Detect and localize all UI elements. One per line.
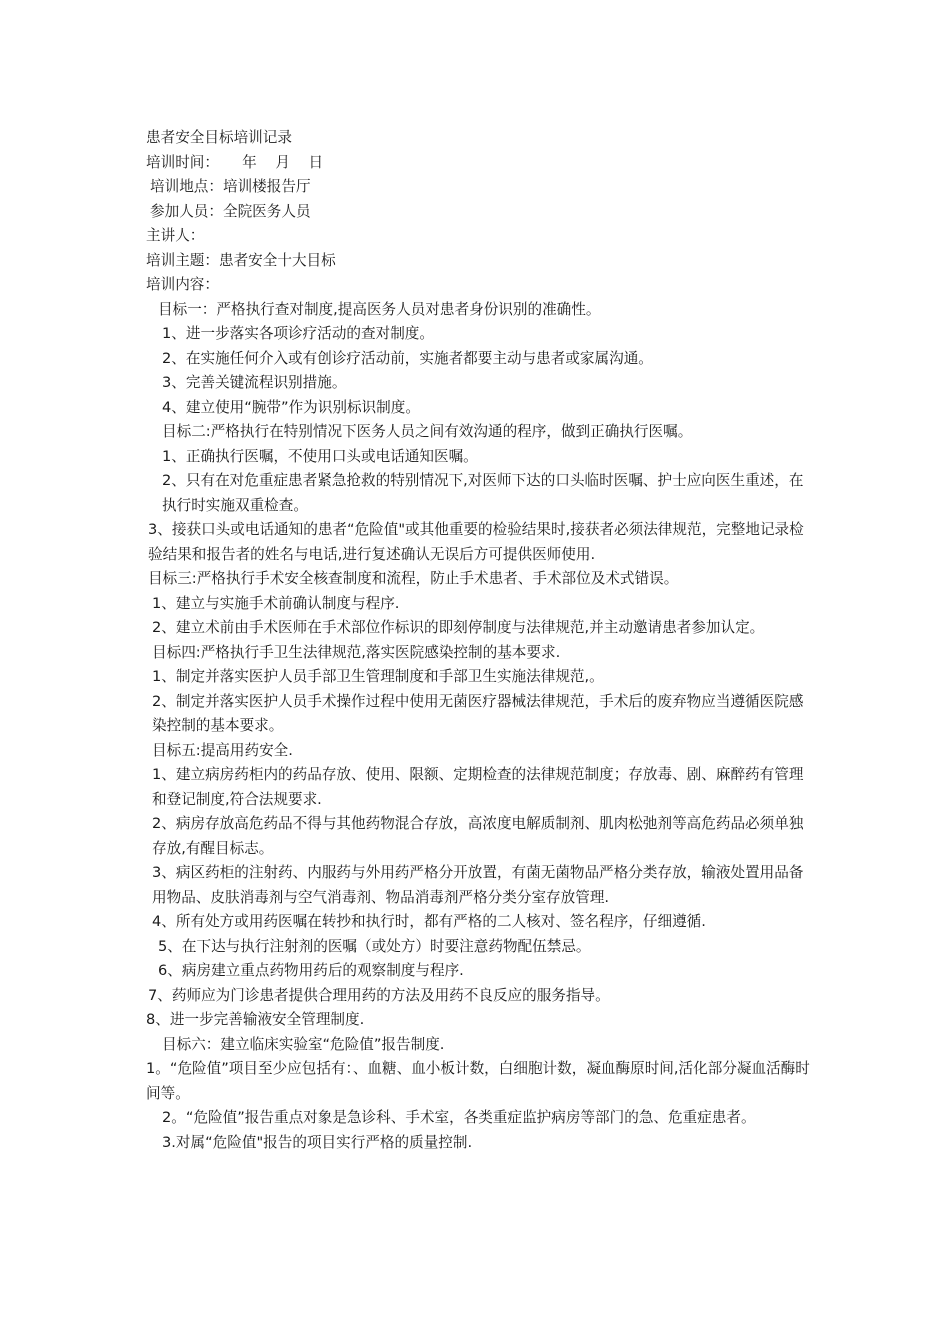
goal-1-heading: 目标一：严格执行查对制度,提高医务人员对患者身份识别的准确性。: [158, 300, 601, 318]
goal-5-heading: 目标五:提高用药安全.: [152, 741, 293, 759]
goal-2-heading: 目标二:严格执行在特别情况下医务人员之间有效沟通的程序，做到正确执行医嘱。: [162, 423, 693, 440]
goal-5-item-5: 5、在下达与执行注射剂的医嘱（或处方）时要注意药物配伍禁忌。: [158, 937, 591, 955]
goal-6-item-1: 1。“危险值”项目至少应包括有：、血糖、血小板计数，白细胞计数，凝血酶原时间,活化部分凝血活酶时间等。: [146, 1060, 810, 1102]
goal-6-item-3: 3.对属“危险值"报告的项目实行严格的质量控制.: [162, 1133, 473, 1151]
goal-1-item-4: 4、建立使用“腕带”作为识别标识制度。: [162, 398, 420, 416]
goal-1-item-1: 1、进一步落实各项诊疗活动的查对制度。: [162, 325, 434, 342]
goal-3-item-2: 2、建立术前由手术医师在手术部位作标识的即刻停制度与法律规范,并主动邀请患者参加认定。: [152, 619, 765, 636]
training-place: 培训地点：培训楼报告厅: [150, 178, 311, 195]
goal-5-item-2: 2、病房存放高危药品不得与其他药物混合存放，高浓度电解质制剂、肌肉松弛剂等高危药品必须单独存放,有醒目标志。: [152, 815, 804, 857]
goal-2-item-2: 2、只有在对危重症患者紧急抢救的特别情况下,对医师下达的口头临时医嘱、护士应向医生重述，在执行时实施双重检查。: [162, 472, 804, 514]
goal-5-item-6: 6、病房建立重点药物用药后的观察制度与程序.: [158, 962, 464, 979]
goal-4-item-1: 1、制定并落实医护人员手部卫生管理制度和手部卫生实施法律规范,。: [152, 668, 604, 685]
training-topic: 培训主题：患者安全十大目标: [146, 251, 336, 269]
goal-5-item-7: 7、药师应为门诊患者提供合理用药的方法及用药不良反应的服务指导。: [148, 986, 610, 1004]
goal-3-heading: 目标三:严格执行手术安全核查制度和流程，防止手术患者、手术部位及术式错误。: [148, 570, 679, 587]
goal-5-item-1: 1、建立病房药柜内的药品存放、使用、限额、定期检查的法律规范制度；存放毒、剧、麻醉药有管理和登记制度,符合法规要求.: [152, 766, 804, 808]
training-time: 培训时间： 年 月 日: [146, 153, 324, 171]
document-title: 患者安全目标培训记录: [146, 129, 292, 146]
attendees: 参加人员：全院医务人员: [150, 202, 311, 220]
goal-5-item-4: 4、所有处方或用药医嘱在转抄和执行时，都有严格的二人核对、签名程序，仔细遵循.: [152, 913, 706, 930]
goal-4-heading: 目标四:严格执行手卫生法律规范,落实医院感染控制的基本要求.: [152, 643, 561, 661]
content-heading: 培训内容：: [146, 276, 219, 293]
document-page: [146, 126, 814, 1155]
goal-4-item-2: 2、制定并落实医护人员手术操作过程中使用无菌医疗器械法律规范，手术后的废弃物应当遵循医院感染控制的基本要求。: [152, 692, 804, 734]
goal-2-item-3: 3、接获口头或电话通知的患者“危险值"或其他重要的检验结果时,接获者必须法律规范，完整地记录检验结果和报告者的姓名与电话,进行复述确认无误后方可提供医师使用.: [148, 521, 804, 563]
goal-1-item-2: 2、在实施任何介入或有创诊疗活动前，实施者都要主动与患者或家属沟通。: [162, 349, 653, 367]
speaker: 主讲人：: [146, 227, 205, 244]
goal-1-item-3: 3、完善关键流程识别措施。: [162, 374, 347, 391]
goal-3-item-1: 1、建立与实施手术前确认制度与程序.: [152, 594, 400, 612]
goal-6-heading: 目标六：建立临床实验室“危险值”报告制度.: [162, 1035, 445, 1053]
goal-6-item-2: 2。“危险值”报告重点对象是急诊科、手术室，各类重症监护病房等部门的急、危重症患者。: [162, 1109, 756, 1126]
goal-2-item-1: 1、正确执行医嘱，不使用口头或电话通知医嘱。: [162, 447, 478, 465]
goal-5-item-8: 8、进一步完善输液安全管理制度.: [146, 1011, 365, 1028]
goal-5-item-3: 3、病区药柜的注射药、内服药与外用药严格分开放置，有菌无菌物品严格分类存放，输液处置用品备用物品、皮肤消毒剂与空气消毒剂、物品消毒剂严格分类分室存放管理.: [152, 864, 804, 906]
